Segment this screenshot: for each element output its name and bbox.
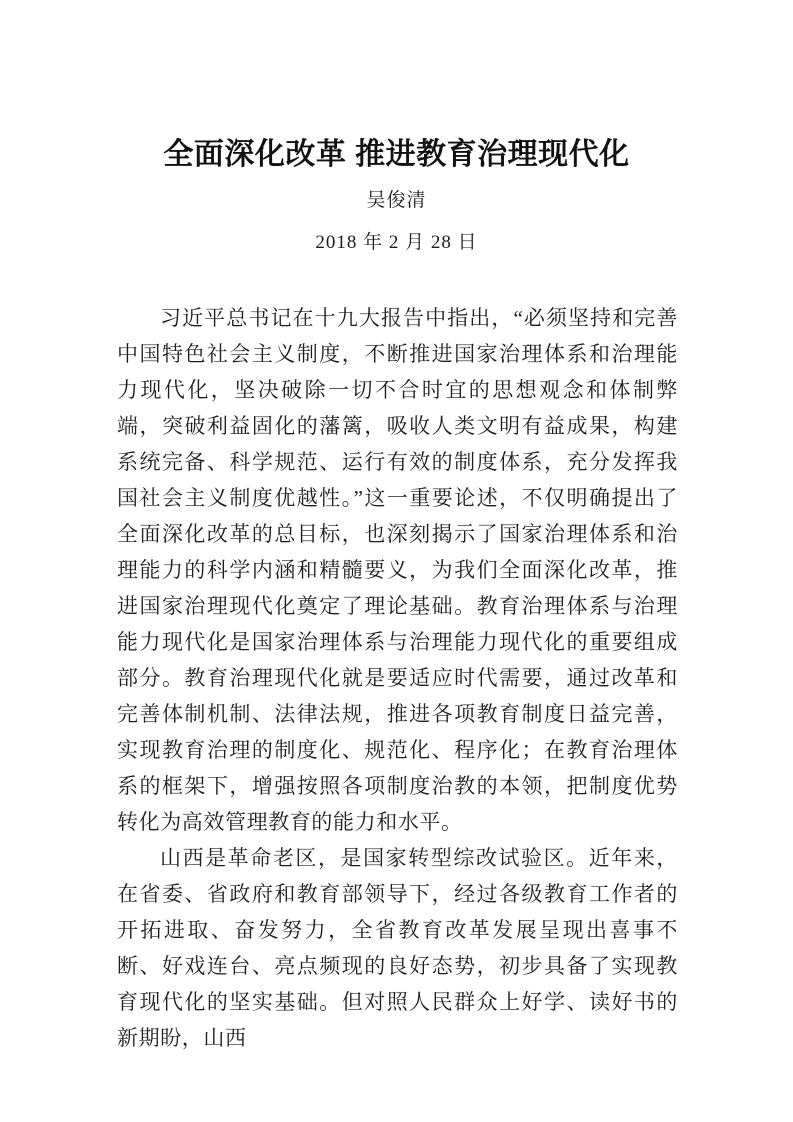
body-paragraph: 山西是革命老区，是国家转型综改试验区。近年来，在省委、省政府和教育部领导下，经过各级教育工作者的开拓进取、奋发努力，全省教育改革发展呈现出喜事不断、好戏连台、亮点频现的良好态势，初步具备了实现教育现代化的坚实基础。但对照人民群众上好学、读好书的新期盼，山西 — [117, 846, 678, 1050]
document-date: 2018 年 2 月 28 日 — [315, 232, 478, 253]
document-author: 吴俊清 — [366, 190, 427, 211]
page-title: 全面深化改革 推进教育治理现代化 — [163, 138, 630, 171]
body-paragraph: 习近平总书记在十九大报告中指出，“必须坚持和完善中国特色社会主义制度，不断推进国家治理体系和治理能力现代化，坚决破除一切不合时宜的思想观念和体制弊端，突破利益固化的藩篱，吸收人类文明有益成果，构建系统完备、科学规范、运行有效的制度体系，充分发挥我国社会主义制度优越性。”这一重要论述，不仅明确提出了全面深化改革的总目标，也深刻揭示了国家治理体系和治理能力的科学内涵和精髓要义，为我们全面深化改革，推进国家治理现代化奠定了理论基础。教育治理体系与治理能力现代化是国家治理体系与治理能力现代化的重要组成部分。教育治理现代化就是要适应时代需要，通过改革和完善体制机制、法律法规，推进各项教育制度日益完善，实现教育治理的制度化、规范化、程序化；在教育治理体系的框架下，增强按照各项制度治教的本领，把制度优势转化为高效管理教育的能力和水平。 — [117, 306, 678, 834]
document-body — [117, 300, 678, 1056]
